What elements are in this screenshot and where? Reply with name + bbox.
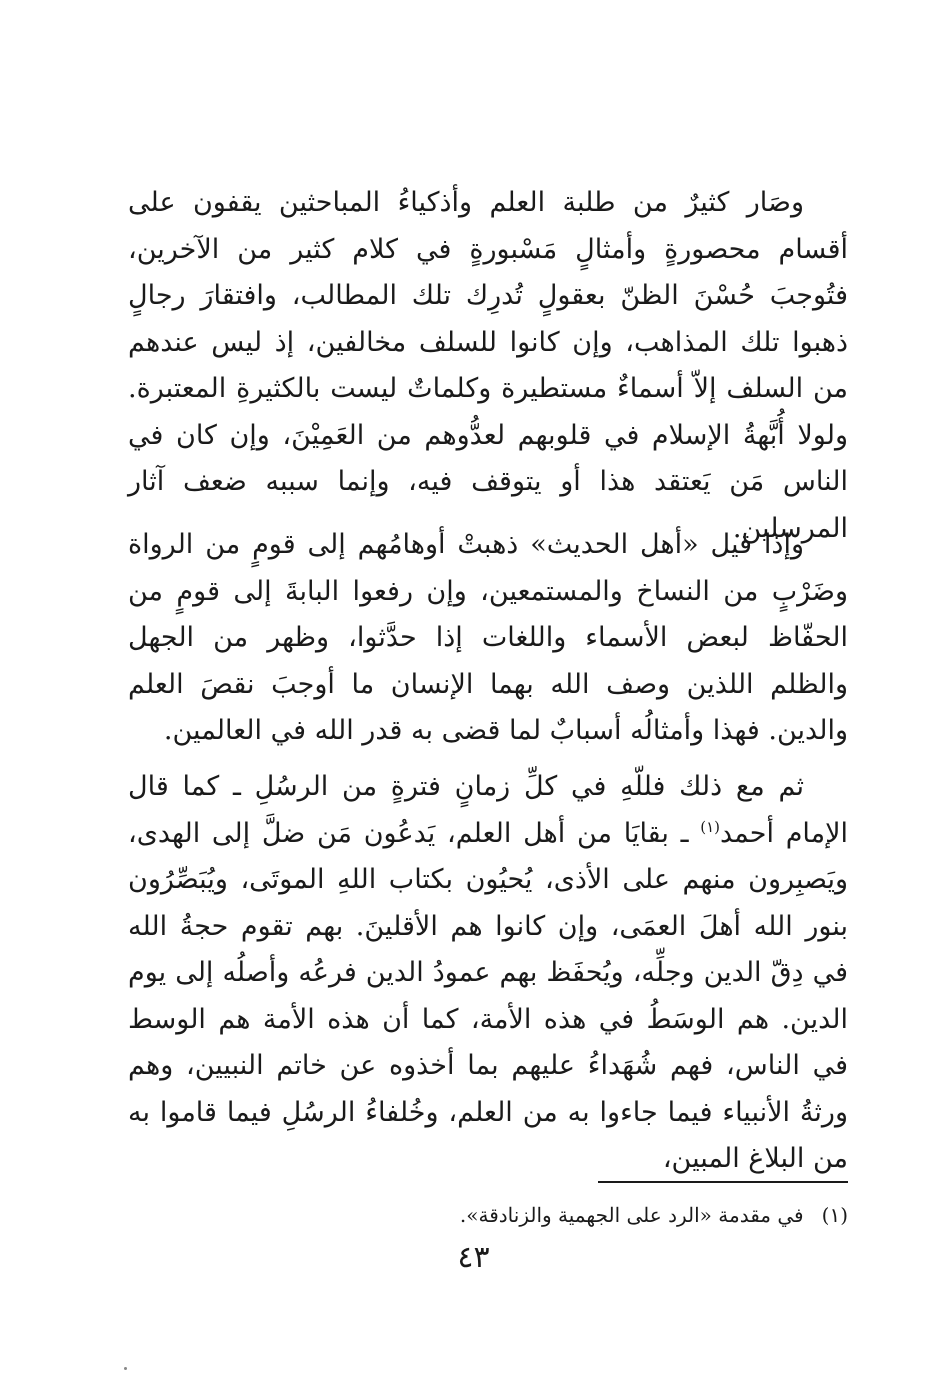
paragraph-3-part-1: ثم مع ذلك فللّهِ في كلِّ زمانٍ فترةٍ من الرسُلِ ـ كما قال الإمام أحمد <box>128 771 848 849</box>
paragraph-1: وصَار كثيرٌ من طلبة العلم وأذكياءُ المباحثين يقفون على أقسام محصورةٍ وأمثالٍ مَسْبورةٍ في كلام كثير من الآخرين، فتُوجبَ حُسْنَ الظنّ بعقولٍ تُدرِك تلك المطالب، وافتقارَ رجالٍ ذهبوا تلك المذاهب، وإن كانوا للسلف مخالفين، إذ ليس عندهم من السلف إلاّ أسماءٌ مستطيرة وكلماتٌ ليست بالكثيرةِ المعتبرة. ولولا أُبَّهةُ الإسلام في قلوبهم لعدُّوهم من العَمِيْنَ، وإن كان في الناس مَن يَعتقد هذا أو يتوقف فيه، وإنما سببه ضعف آثار المرسلين. <box>128 187 848 544</box>
footnote-divider <box>598 1181 848 1183</box>
page-number: ٤٣ <box>457 1240 490 1275</box>
paragraph-3 <box>128 764 848 1183</box>
footnote-reference[interactable]: (١) <box>700 817 720 836</box>
footnote-text: في مقدمة «الرد على الجهمية والزنادقة». <box>459 1203 804 1227</box>
footnote <box>128 1198 848 1232</box>
paragraph-3-part-2: ـ بقايَا من أهل العلم، يَدعُون مَن ضلَّ إلى الهدى، ويَصبِرون منهم على الأذى، يُحيُون بكتاب اللهِ الموتَى، ويُبَصِّرُون بنور الله أهلَ العمَى، وإن كانوا هم الأقلينَ. بهم تقوم حجةُ الله في دِقّ الدين وجلِّه، ويُحفَظ بهم عمودُ الدين فرعُه وأصلُه إلى يوم الدين. هم الوسَطُ في هذه الأمة، كما أن هذه الأمة هم الوسط في الناس، فهم شُهَداءُ عليهم بما أخذوه عن خاتم النبيين، وهم ورثةُ الأنبياء فيما جاءوا به من العلم، وخُلفاءُ الرسُلِ فيما قاموا به من البلاغ المبين، <box>128 817 848 1174</box>
footnote-number: (١) <box>821 1203 848 1227</box>
paragraph-2: وإذا قيل «أهل الحديث» ذهبتْ أوهامُهم إلى قومٍ من الرواة وضَرْبٍ من النساخ والمستمعين، وإن رفعوا البابةَ إلى قومٍ من الحفّاظ لبعض الأسماء واللغات إذا حدَّثوا، وظهر من الجهل والظلم اللذين وصف الله بهما الإنسان ما أوجبَ نقصَ العلم والدين. فهذا وأمثالُه أسبابٌ لما قضى به قدر الله في العالمين. <box>128 529 848 746</box>
scan-speck <box>124 1367 127 1370</box>
